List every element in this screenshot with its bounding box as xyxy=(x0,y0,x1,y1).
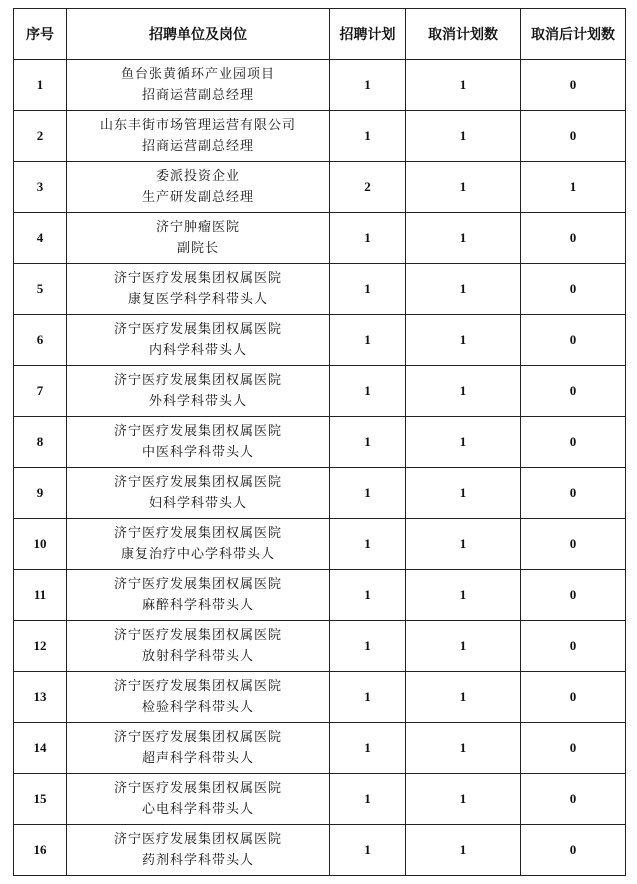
table-row xyxy=(14,774,626,825)
cell-plan: 1 xyxy=(330,621,406,672)
header-row xyxy=(14,9,626,60)
cell-plan: 1 xyxy=(330,825,406,876)
position-name: 内科学科带头人 xyxy=(148,343,247,358)
cell-cancelled: 1 xyxy=(406,621,521,672)
cell-unit-position xyxy=(67,825,330,876)
cell-plan: 1 xyxy=(330,213,406,264)
cell-cancelled: 1 xyxy=(406,825,521,876)
cell-seq: 12 xyxy=(14,621,67,672)
header-seq: 序号 xyxy=(14,9,67,60)
cell-remaining: 0 xyxy=(521,366,626,417)
position-name: 麻醉科学科带头人 xyxy=(141,598,254,613)
unit-name: 济宁医疗发展集团权属医院 xyxy=(113,679,282,694)
cell-remaining: 0 xyxy=(521,111,626,162)
cell-plan: 2 xyxy=(330,162,406,213)
position-name: 生产研发副总经理 xyxy=(141,190,254,205)
cell-seq: 3 xyxy=(14,162,67,213)
position-name: 中医科学科带头人 xyxy=(141,445,254,460)
cell-unit-position xyxy=(67,774,330,825)
position-name: 招商运营副总经理 xyxy=(141,139,254,154)
position-name: 康复医学科学科带头人 xyxy=(127,292,268,307)
cell-cancelled: 1 xyxy=(406,723,521,774)
header-remaining: 取消后计划数 xyxy=(521,9,626,60)
table-row xyxy=(14,825,626,876)
cell-plan: 1 xyxy=(330,723,406,774)
cell-remaining: 0 xyxy=(521,825,626,876)
table-row xyxy=(14,570,626,621)
unit-name: 山东丰街市场管理运营有限公司 xyxy=(99,118,296,133)
cell-seq: 15 xyxy=(14,774,67,825)
cell-cancelled: 1 xyxy=(406,672,521,723)
cell-remaining: 0 xyxy=(521,723,626,774)
cell-unit-position xyxy=(67,264,330,315)
cell-plan: 1 xyxy=(330,366,406,417)
cell-cancelled: 1 xyxy=(406,162,521,213)
cell-unit-position xyxy=(67,570,330,621)
table-row xyxy=(14,111,626,162)
cell-remaining: 0 xyxy=(521,774,626,825)
cell-remaining: 0 xyxy=(521,315,626,366)
cell-cancelled: 1 xyxy=(406,774,521,825)
table-header xyxy=(14,9,626,60)
cell-plan: 1 xyxy=(330,315,406,366)
cell-seq: 14 xyxy=(14,723,67,774)
unit-name: 鱼台张黄循环产业园项目 xyxy=(120,67,275,82)
table-row xyxy=(14,315,626,366)
cell-plan: 1 xyxy=(330,774,406,825)
cell-unit-position xyxy=(67,162,330,213)
cell-remaining: 0 xyxy=(521,621,626,672)
unit-name: 济宁医疗发展集团权属医院 xyxy=(113,781,282,796)
cell-remaining: 1 xyxy=(521,162,626,213)
table-row xyxy=(14,672,626,723)
table-row xyxy=(14,519,626,570)
table-row xyxy=(14,723,626,774)
cell-remaining: 0 xyxy=(521,213,626,264)
table-row xyxy=(14,366,626,417)
document-page xyxy=(13,8,626,876)
cell-unit-position xyxy=(67,60,330,111)
unit-name: 济宁医疗发展集团权属医院 xyxy=(113,577,282,592)
cell-remaining: 0 xyxy=(521,264,626,315)
unit-name: 济宁医疗发展集团权属医院 xyxy=(113,322,282,337)
cell-remaining: 0 xyxy=(521,519,626,570)
cell-remaining: 0 xyxy=(521,60,626,111)
cell-cancelled: 1 xyxy=(406,111,521,162)
unit-name: 济宁医疗发展集团权属医院 xyxy=(113,475,282,490)
cell-cancelled: 1 xyxy=(406,60,521,111)
table-row xyxy=(14,621,626,672)
unit-name: 济宁医疗发展集团权属医院 xyxy=(113,424,282,439)
cell-unit-position xyxy=(67,111,330,162)
table-row xyxy=(14,213,626,264)
unit-name: 济宁医疗发展集团权属医院 xyxy=(113,832,282,847)
position-name: 招商运营副总经理 xyxy=(141,88,254,103)
cell-seq: 16 xyxy=(14,825,67,876)
cell-seq: 6 xyxy=(14,315,67,366)
table-body xyxy=(14,60,626,876)
cell-unit-position xyxy=(67,315,330,366)
position-name: 放射科学科带头人 xyxy=(141,649,254,664)
unit-name: 济宁肿瘤医院 xyxy=(155,220,240,235)
cell-unit-position xyxy=(67,468,330,519)
cell-cancelled: 1 xyxy=(406,213,521,264)
table-row xyxy=(14,60,626,111)
cell-unit-position xyxy=(67,672,330,723)
cell-seq: 11 xyxy=(14,570,67,621)
header-cancelled: 取消计划数 xyxy=(406,9,521,60)
unit-name: 济宁医疗发展集团权属医院 xyxy=(113,373,282,388)
cell-seq: 2 xyxy=(14,111,67,162)
cell-cancelled: 1 xyxy=(406,315,521,366)
position-name: 检验科学科带头人 xyxy=(141,700,254,715)
table-row xyxy=(14,417,626,468)
cell-plan: 1 xyxy=(330,570,406,621)
cell-cancelled: 1 xyxy=(406,264,521,315)
cell-cancelled: 1 xyxy=(406,366,521,417)
position-name: 药剂科学科带头人 xyxy=(141,853,254,868)
cell-unit-position xyxy=(67,417,330,468)
recruitment-cancellation-table xyxy=(13,8,626,876)
cell-remaining: 0 xyxy=(521,570,626,621)
cell-seq: 10 xyxy=(14,519,67,570)
cell-plan: 1 xyxy=(330,417,406,468)
cell-seq: 7 xyxy=(14,366,67,417)
table-row xyxy=(14,162,626,213)
cell-plan: 1 xyxy=(330,60,406,111)
unit-name: 济宁医疗发展集团权属医院 xyxy=(113,271,282,286)
cell-cancelled: 1 xyxy=(406,519,521,570)
position-name: 超声科学科带头人 xyxy=(141,751,254,766)
unit-name: 济宁医疗发展集团权属医院 xyxy=(113,730,282,745)
cell-unit-position xyxy=(67,519,330,570)
position-name: 心电科学科带头人 xyxy=(141,802,254,817)
cell-plan: 1 xyxy=(330,111,406,162)
header-unit-position: 招聘单位及岗位 xyxy=(67,9,330,60)
position-name: 副院长 xyxy=(176,241,219,256)
cell-seq: 4 xyxy=(14,213,67,264)
cell-cancelled: 1 xyxy=(406,468,521,519)
cell-plan: 1 xyxy=(330,468,406,519)
cell-unit-position xyxy=(67,213,330,264)
cell-plan: 1 xyxy=(330,672,406,723)
cell-seq: 1 xyxy=(14,60,67,111)
header-plan: 招聘计划 xyxy=(330,9,406,60)
position-name: 外科学科带头人 xyxy=(148,394,247,409)
table-row xyxy=(14,264,626,315)
cell-unit-position xyxy=(67,621,330,672)
cell-cancelled: 1 xyxy=(406,417,521,468)
cell-seq: 9 xyxy=(14,468,67,519)
cell-seq: 5 xyxy=(14,264,67,315)
cell-remaining: 0 xyxy=(521,468,626,519)
cell-seq: 13 xyxy=(14,672,67,723)
cell-remaining: 0 xyxy=(521,672,626,723)
cell-cancelled: 1 xyxy=(406,570,521,621)
cell-unit-position xyxy=(67,366,330,417)
cell-unit-position xyxy=(67,723,330,774)
cell-plan: 1 xyxy=(330,264,406,315)
position-name: 妇科学科带头人 xyxy=(148,496,247,511)
position-name: 康复治疗中心学科带头人 xyxy=(120,547,275,562)
unit-name: 济宁医疗发展集团权属医院 xyxy=(113,628,282,643)
cell-remaining: 0 xyxy=(521,417,626,468)
unit-name: 济宁医疗发展集团权属医院 xyxy=(113,526,282,541)
cell-seq: 8 xyxy=(14,417,67,468)
unit-name: 委派投资企业 xyxy=(155,169,240,184)
cell-plan: 1 xyxy=(330,519,406,570)
table-row xyxy=(14,468,626,519)
